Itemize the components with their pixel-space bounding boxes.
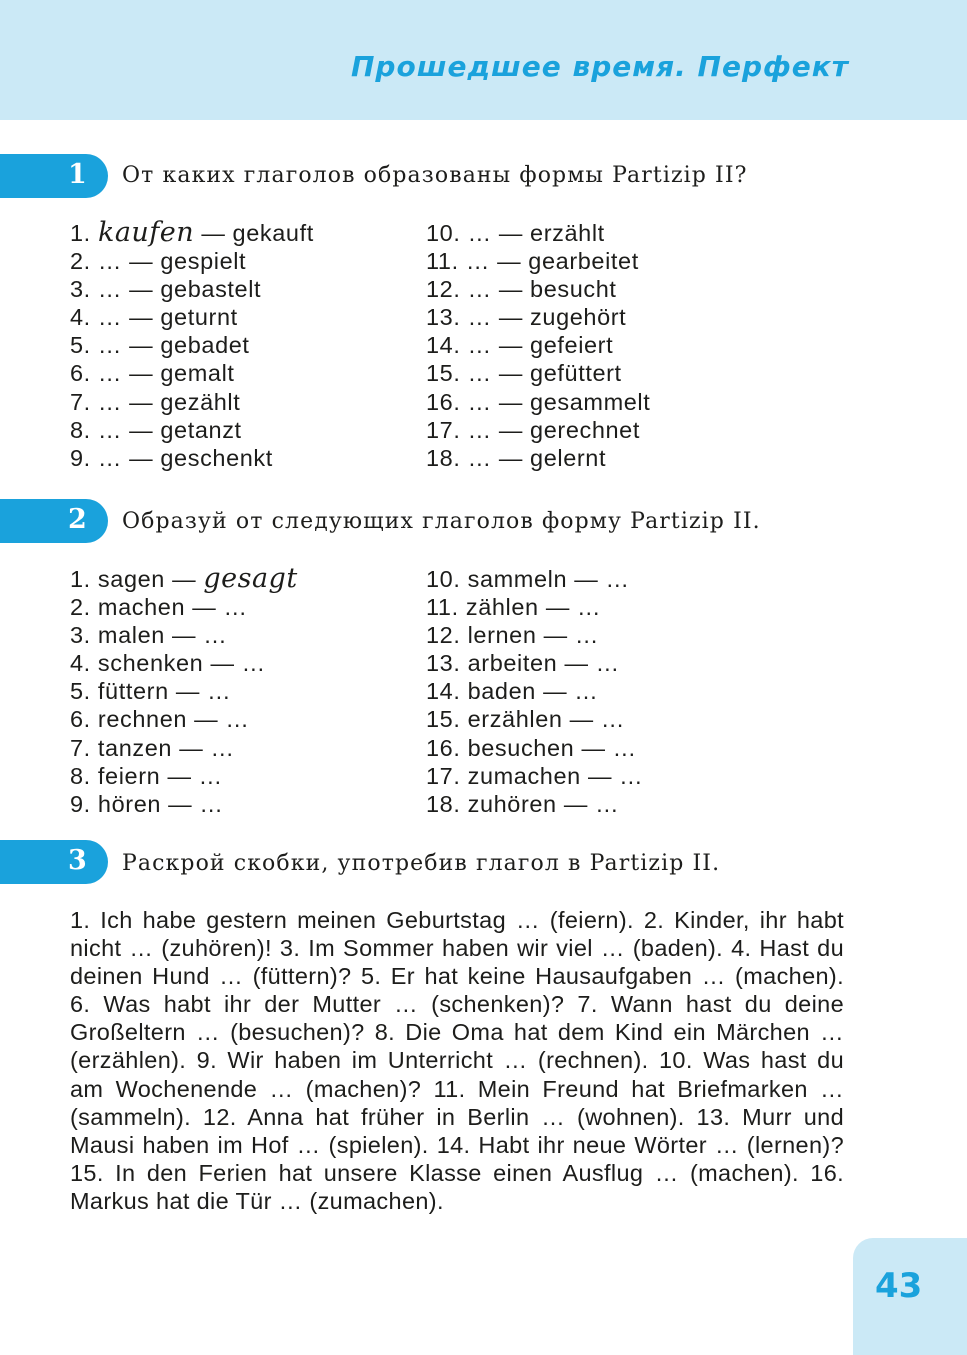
section-title: Прошедшее время. Перфект [351,50,849,83]
list-item: 2. … — gespielt [70,248,247,275]
list-item: 16. … — gesammelt [426,388,651,415]
list-item: 6. … — gemalt [70,360,235,387]
exercise-3-number: 3 [68,845,87,876]
list-item: 8. feiern — … [70,762,223,789]
list-item: 7. tanzen — … [70,734,235,761]
list-item: 5. füttern — … [70,678,232,705]
exercise-1-left-column [70,219,314,472]
list-item: 4. schenken — … [70,650,266,677]
page-number: 43 [875,1266,923,1306]
list-item: 11. … — gearbeitet [426,248,639,275]
exercise-1-number: 1 [68,159,87,190]
list-item: 5. … — gebadet [70,332,250,359]
exercise-3-text: 1. Ich habe gestern meinen Geburtstag … (feiern). 2. Kinder, ihr habt nicht … (zuhören)! 3. Im Sommer haben wir viel … (baden). 4. Hast du deinen Hund … (füttern)? 5. Er hat keine Hausaufgaben … (machen). 6. Was habt ihr der Mutter … (schenken)? 7. Wann hast du deine Großeltern … (besuchen)? 8. Die Oma hat dem Kind ein Märchen … (erzählen). 9. Wir haben im Unterricht … (rechnen). 10. Was hast du am Wochenende … (machen)? 11. Mein Freund hat Briefmarken … (sammeln). 12. Anna hat früher in Berlin … (wohnen). 13. Murr und Mausi haben im Hof … (spielen). 14. Habt ihr neue Wörter … (lernen)? 15. In den Ferien hat unsere Klasse einen Ausflug … (machen). 16. Markus hat die Tür … (zumachen). [70,907,844,1214]
exercise-2-right-column [426,565,643,818]
exercise-2-example: 1. sagen — gesagt [70,563,298,594]
list-item: 8. … — getanzt [70,416,242,443]
exercise-1-badge [0,154,108,198]
list-item: 14. … — gefeiert [426,332,614,359]
list-item: 16. besuchen — … [426,734,637,761]
exercise-2-left-column [70,565,298,818]
list-item: 12. … — besucht [426,276,617,303]
page-number-tab [853,1238,967,1355]
exercise-3-badge [0,840,108,884]
list-item: 11. zählen — … [426,594,602,621]
exercise-1-instruction: От каких глаголов образованы формы Partizip II? [122,163,748,188]
handwritten-answer: kaufen [97,217,195,248]
list-item: 7. … — gezählt [70,388,241,415]
list-item: 6. rechnen — … [70,706,250,733]
list-item: 9. … — geschenkt [70,444,273,471]
page-header [0,0,967,120]
list-item: 18. … — gelernt [426,444,607,471]
exercise-1-example: 1. kaufen — gekauft [70,217,314,248]
exercise-1-right-column [426,219,650,472]
handwritten-answer: gesagt [203,563,298,594]
exercise-2-instruction: Образуй от следующих глаголов форму Partizip II. [122,509,761,534]
list-item: 3. … — gebastelt [70,276,262,303]
list-item: 10. … — erzählt [426,220,605,246]
list-item: 12. lernen — … [426,622,599,649]
list-item: 10. sammeln — … [426,566,630,592]
list-item: 2. machen — … [70,594,248,621]
exercise-2-badge [0,499,108,543]
list-item: 17. … — gerechnet [426,416,640,443]
list-item: 4. … — geturnt [70,304,238,331]
list-item: 13. arbeiten — … [426,650,620,677]
list-item: 13. … — zugehört [426,304,627,331]
list-item: 15. erzählen — … [426,706,625,733]
exercise-3-instruction: Раскрой скобки, употребив глагол в Partizip II. [122,851,721,876]
list-item: 14. baden — … [426,678,599,705]
list-item: 15. … — gefüttert [426,360,622,387]
list-item: 18. zuhören — … [426,790,620,817]
list-item: 9. hören — … [70,790,224,817]
list-item: 17. zumachen — … [426,762,644,789]
exercise-2-number: 2 [68,504,87,535]
list-item: 3. malen — … [70,622,228,649]
